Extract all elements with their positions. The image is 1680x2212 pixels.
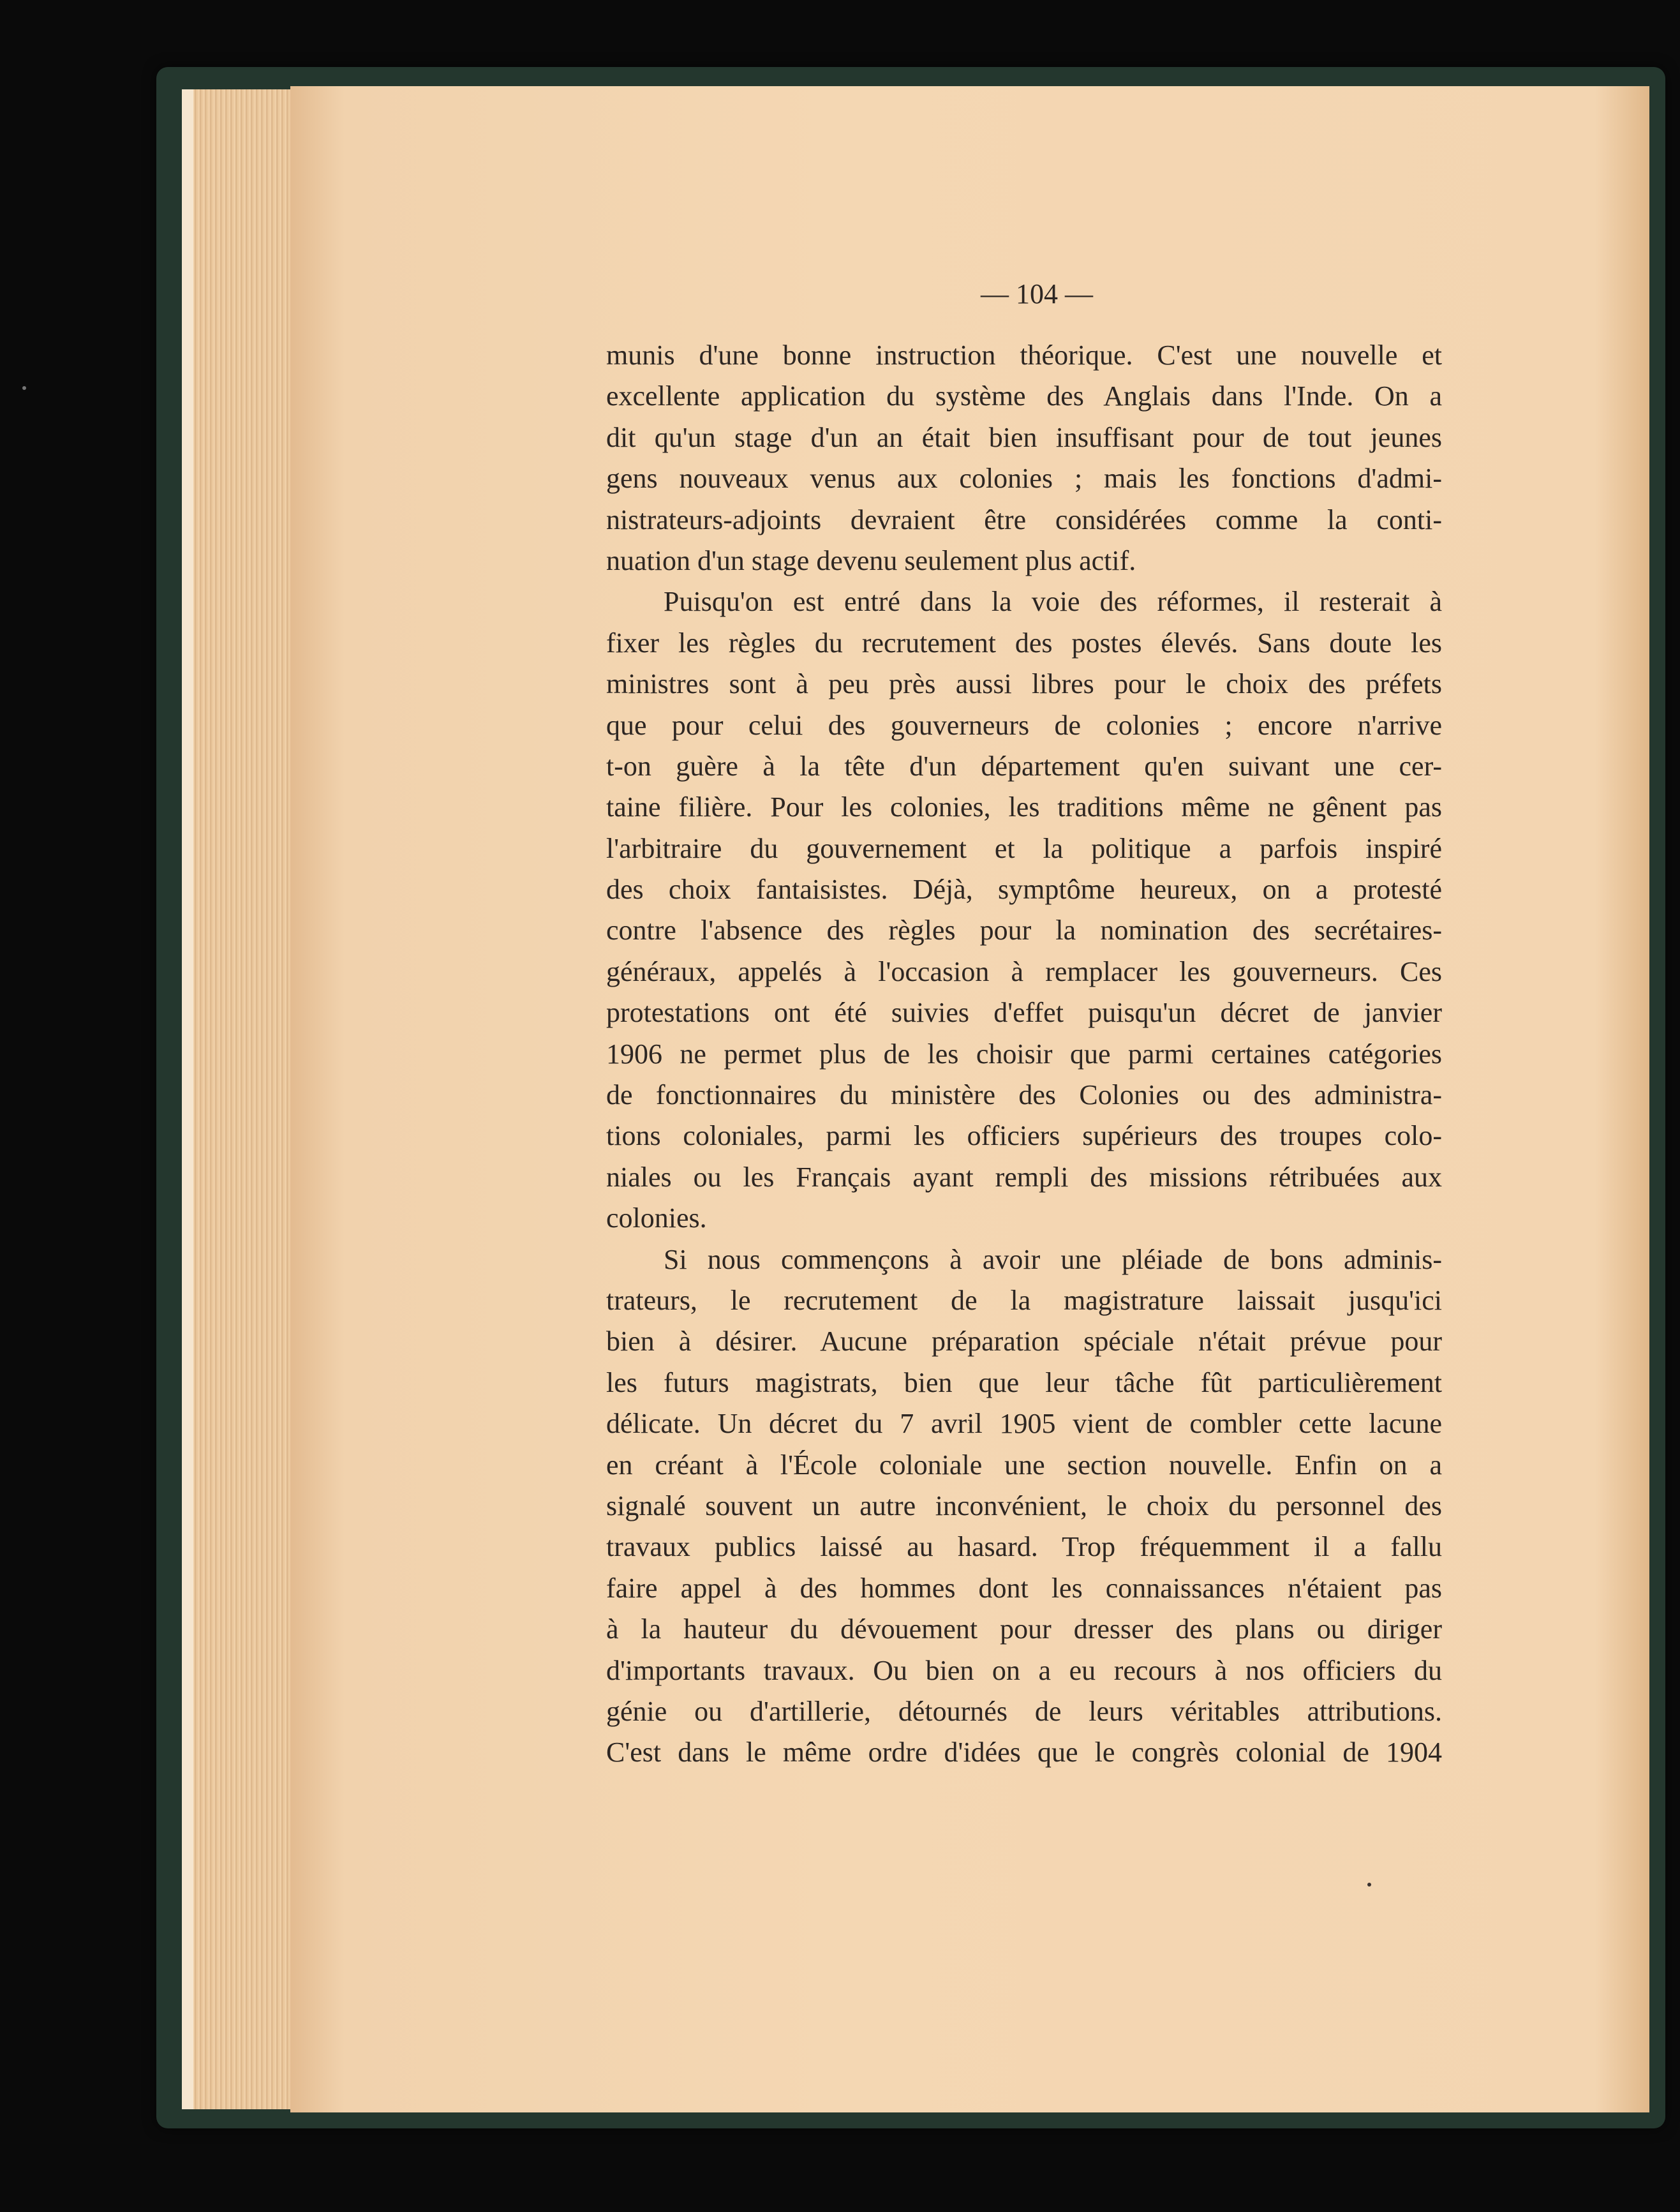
text-line: 1906 ne permet plus de les choisir que parmi certaines catégories: [606, 1038, 1442, 1070]
text-line: les futurs magistrats, bien que leur tâche fût particulièrement: [606, 1366, 1442, 1398]
text-line: t-on guère à la tête d'un département qu'en suivant une cer-: [606, 750, 1442, 782]
page-edges: [182, 89, 297, 2109]
text-line: colonies.: [606, 1202, 707, 1234]
text-line: faire appel à des hommes dont les connaissances n'étaient pas: [606, 1572, 1442, 1604]
text-line: en créant à l'École coloniale une section nouvelle. Enfin on a: [606, 1449, 1442, 1481]
text-line: travaux publics laissé au hasard. Trop fréquemment il a fallu: [606, 1531, 1442, 1563]
page-edge-highlight: [182, 89, 193, 2109]
text-line: niales ou les Français ayant rempli des missions rétribuées aux: [606, 1161, 1442, 1193]
text-line: génie ou d'artillerie, détournés de leurs véritables attributions.: [606, 1695, 1442, 1727]
text-line: d'importants travaux. Ou bien on a eu recours à nos officiers du: [606, 1654, 1442, 1686]
paper-speck: [1367, 1883, 1371, 1887]
text-line: gens nouveaux venus aux colonies ; mais les fonctions d'admi-: [606, 463, 1442, 495]
page-number: — 104 —: [981, 278, 1093, 310]
text-line: tions coloniales, parmi les officiers supérieurs des troupes colo-: [606, 1120, 1442, 1152]
text-line: bien à désirer. Aucune préparation spéciale n'était prévue pour: [606, 1326, 1442, 1357]
text-line: taine filière. Pour les colonies, les traditions même ne gênent pas: [606, 791, 1442, 823]
text-line: Si nous commençons à avoir une pléiade de bons adminis-: [664, 1243, 1442, 1275]
text-line: de fonctionnaires du ministère des Colonies ou des administra-: [606, 1079, 1442, 1111]
text-line: nistrateurs-adjoints devraient être considérées comme la conti-: [606, 504, 1442, 535]
text-line: protestations ont été suivies d'effet puisqu'un décret de janvier: [606, 997, 1442, 1029]
text-line: munis d'une bonne instruction théorique. C'est une nouvelle et: [606, 340, 1442, 371]
text-line: généraux, appelés à l'occasion à remplacer les gouverneurs. Ces: [606, 955, 1442, 987]
text-line: nuation d'un stage devenu seulement plus actif.: [606, 544, 1136, 576]
text-line: délicate. Un décret du 7 avril 1905 vient de combler cette lacune: [606, 1408, 1442, 1440]
text-line: Puisqu'on est entré dans la voie des réformes, il resterait à: [664, 586, 1442, 618]
text-line: que pour celui des gouverneurs de colonies ; encore n'arrive: [606, 709, 1442, 741]
paper-speck: [22, 386, 26, 390]
text-line: trateurs, le recrutement de la magistrature laissait jusqu'ici: [606, 1284, 1442, 1316]
text-line: à la hauteur du dévouement pour dresser des plans ou diriger: [606, 1613, 1442, 1645]
text-line: dit qu'un stage d'un an était bien insuffisant pour de tout jeunes: [606, 421, 1442, 453]
text-line: des choix fantaisistes. Déjà, symptôme heureux, on a protesté: [606, 874, 1442, 906]
body-text: [606, 335, 1442, 1774]
text-line: signalé souvent un autre inconvénient, le choix du personnel des: [606, 1490, 1442, 1521]
text-line: contre l'absence des règles pour la nomination des secrétaires-: [606, 915, 1442, 946]
text-line: fixer les règles du recrutement des postes élevés. Sans doute les: [606, 627, 1442, 659]
text-line: ministres sont à peu près aussi libres pour le choix des préfets: [606, 668, 1442, 700]
text-line: excellente application du système des Anglais dans l'Inde. On a: [606, 380, 1442, 412]
text-line: C'est dans le même ordre d'idées que le congrès colonial de 1904: [606, 1737, 1442, 1768]
text-line: l'arbitraire du gouvernement et la politique a parfois inspiré: [606, 832, 1442, 864]
